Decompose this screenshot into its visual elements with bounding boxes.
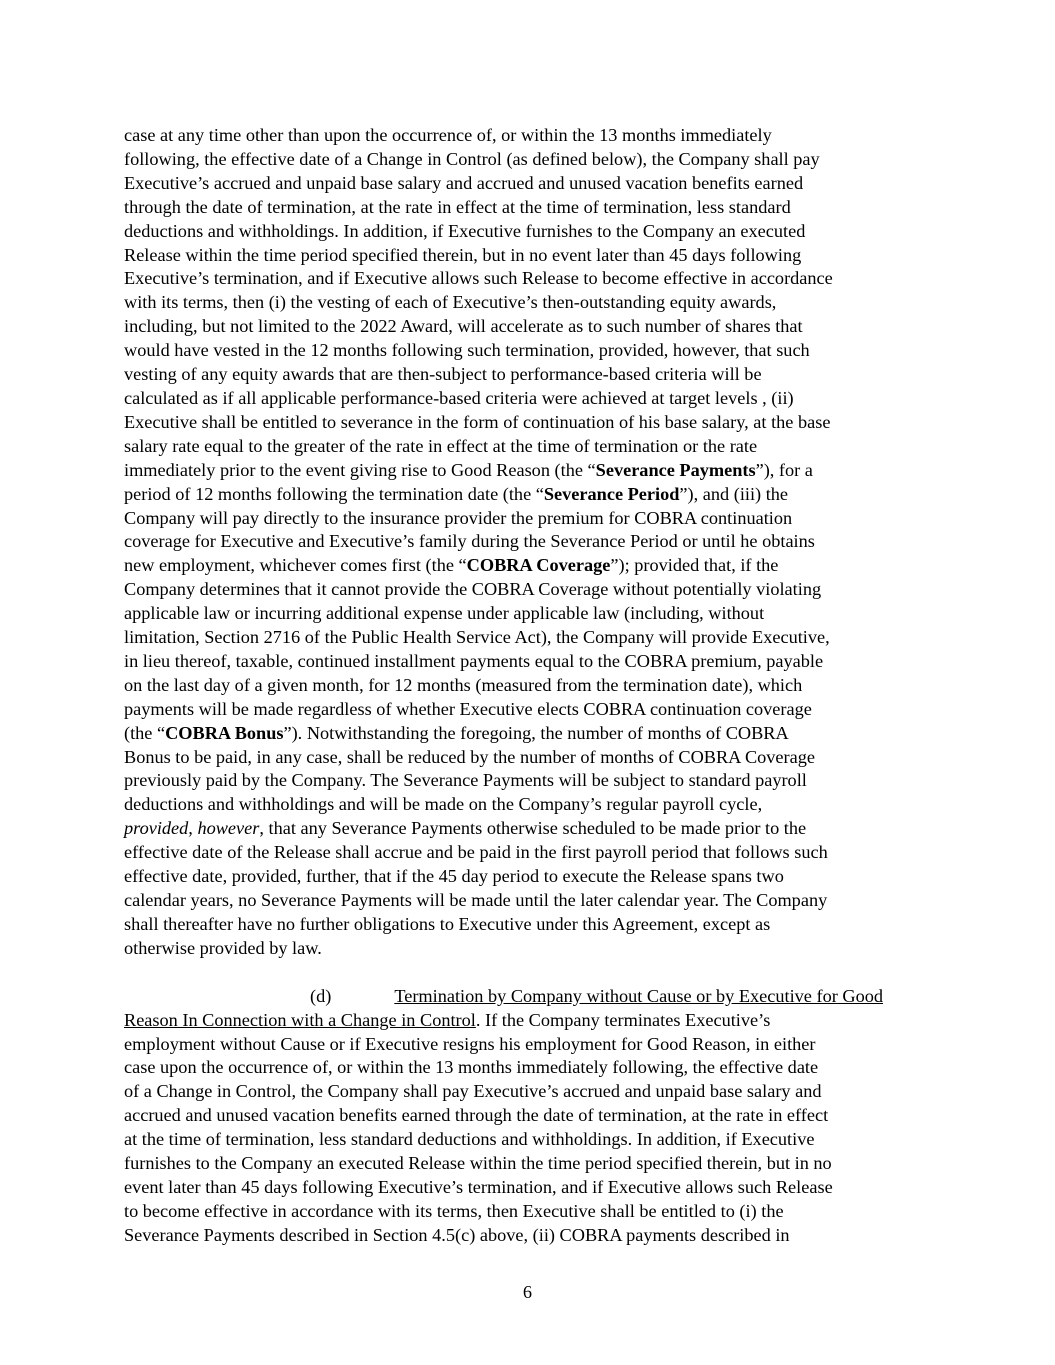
text-line: deductions and withholdings and will be made on the Company’s regular payroll cycle, [124, 794, 763, 815]
text-line [124, 817, 934, 841]
text-line: Severance Payments described in Section 4.5(c) above, (ii) COBRA payments described in [124, 1224, 790, 1245]
text-line: effective date, provided, further, that if the 45 day period to execute the Release spans two [124, 866, 784, 887]
text-line: employment without Cause or if Executive resigns his employment for Good Reason, in either [124, 1033, 816, 1054]
paragraph-c-continuation [124, 124, 934, 961]
text-line: Company determines that it cannot provide the COBRA Coverage without potentially violating [124, 579, 822, 600]
text-run: , that any Severance Payments otherwise scheduled to be made prior to the [259, 818, 807, 839]
text-line [124, 554, 934, 578]
text-line: vesting of any equity awards that are then-subject to performance-based criteria will be [124, 364, 762, 385]
paragraph-d [124, 985, 934, 1248]
text-line: following, the effective date of a Change in Control (as defined below), the Company shall pay [124, 148, 820, 169]
text-line [124, 1009, 934, 1033]
text-line: Company will pay directly to the insurance provider the premium for COBRA continuation [124, 507, 793, 528]
text-line: Release within the time period specified therein, but in no event later than 45 days following [124, 244, 802, 265]
text-line: otherwise provided by law. [124, 937, 322, 958]
text-line: effective date of the Release shall accrue and be paid in the first payroll period that follows such [124, 842, 828, 863]
text-line: furnishes to the Company an executed Release within the time period specified therein, but in no [124, 1153, 832, 1174]
italic-run: provided, however [124, 818, 260, 839]
text-line: calculated as if all applicable performance-based criteria were achieved at target levels , (ii) [124, 387, 794, 408]
section-label: (d) [310, 985, 332, 1006]
text-line: Executive shall be entitled to severance in the form of continuation of his base salary, at the base [124, 411, 831, 432]
text-run: (the “ [124, 722, 166, 743]
text-line: of a Change in Control, the Company shall pay Executive’s accrued and unpaid base salary and [124, 1081, 822, 1102]
text-line [124, 459, 934, 483]
defined-term-cobra-coverage: COBRA Coverage [466, 555, 611, 576]
text-line: would have vested in the 12 months following such termination, provided, however, that such [124, 340, 810, 361]
paragraph-gap [124, 961, 934, 985]
text-run: period of 12 months following the termination date (the “ [124, 483, 544, 504]
text-line: salary rate equal to the greater of the rate in effect at the time of termination or the rate [124, 435, 758, 456]
text-line: shall thereafter have no further obligations to Executive under this Agreement, except as [124, 913, 771, 934]
text-line: coverage for Executive and Executive’s family during the Severance Period or until he obtains [124, 531, 815, 552]
text-line: Executive’s termination, and if Executive allows such Release to become effective in accordance [124, 268, 833, 289]
text-line: with its terms, then (i) the vesting of each of Executive’s then-outstanding equity awards, [124, 292, 777, 313]
text-line: payments will be made regardless of whether Executive elects COBRA continuation coverage [124, 698, 812, 719]
text-run: immediately prior to the event giving rise to Good Reason (the “ [124, 459, 596, 480]
text-line: calendar years, no Severance Payments will be made until the later calendar year. The Company [124, 890, 828, 910]
text-run: new employment, whichever comes first (the “ [124, 555, 467, 576]
text-line [124, 985, 934, 1009]
text-line: at the time of termination, less standard deductions and withholdings. In addition, if Executive [124, 1129, 815, 1150]
text-line: applicable law or incurring additional expense under applicable law (including, without [124, 603, 765, 624]
defined-term-severance-payments: Severance Payments [595, 459, 756, 480]
page-number: 6 [522, 1282, 533, 1302]
text-line: accrued and unused vacation benefits earned through the date of termination, at the rate in effect [124, 1105, 829, 1126]
text-line: limitation, Section 2716 of the Public Health Service Act), the Company will provide Executive, [124, 627, 830, 648]
text-run: ”). Notwithstanding the foregoing, the number of months of COBRA [283, 722, 789, 743]
text-line: on the last day of a given month, for 12 months (measured from the termination date), which [124, 674, 803, 695]
text-line: in lieu thereof, taxable, continued installment payments equal to the COBRA premium, payable [124, 650, 824, 671]
text-run: ”); provided that, if the [610, 555, 779, 576]
text-run: . If the Company terminates Executive’s [475, 1009, 771, 1030]
text-line: through the date of termination, at the rate in effect at the time of termination, less standard [124, 196, 791, 217]
text-line [124, 483, 934, 507]
text-line: previously paid by the Company. The Severance Payments will be subject to standard payroll [124, 770, 807, 791]
defined-term-cobra-bonus: COBRA Bonus [165, 722, 284, 743]
text-line: deductions and withholdings. In addition, if Executive furnishes to the Company an executed [124, 220, 806, 241]
document-body [124, 124, 934, 1248]
text-run: ”), for a [755, 459, 813, 480]
text-line: Bonus to be paid, in any case, shall be reduced by the number of months of COBRA Coverage [124, 746, 815, 767]
text-line: to become effective in accordance with its terms, then Executive shall be entitled to (i) the [124, 1200, 784, 1221]
text-line [124, 722, 934, 746]
section-heading: Termination by Company without Cause or by Executive for Good [394, 985, 883, 1006]
text-line: event later than 45 days following Executive’s termination, and if Executive allows such Release [124, 1176, 833, 1197]
text-line: including, but not limited to the 2022 Award, will accelerate as to such number of shares that [124, 316, 803, 337]
text-line: Executive’s accrued and unpaid base salary and accrued and unused vacation benefits earned [124, 172, 804, 193]
defined-term-severance-period: Severance Period [543, 483, 680, 504]
text-line: case upon the occurrence of, or within the 13 months immediately following, the effective date [124, 1057, 819, 1078]
text-line: case at any time other than upon the occurrence of, or within the 13 months immediately [124, 125, 772, 145]
section-heading-continued: Reason In Connection with a Change in Control [124, 1009, 476, 1030]
text-run: ”), and (iii) the [679, 483, 789, 504]
